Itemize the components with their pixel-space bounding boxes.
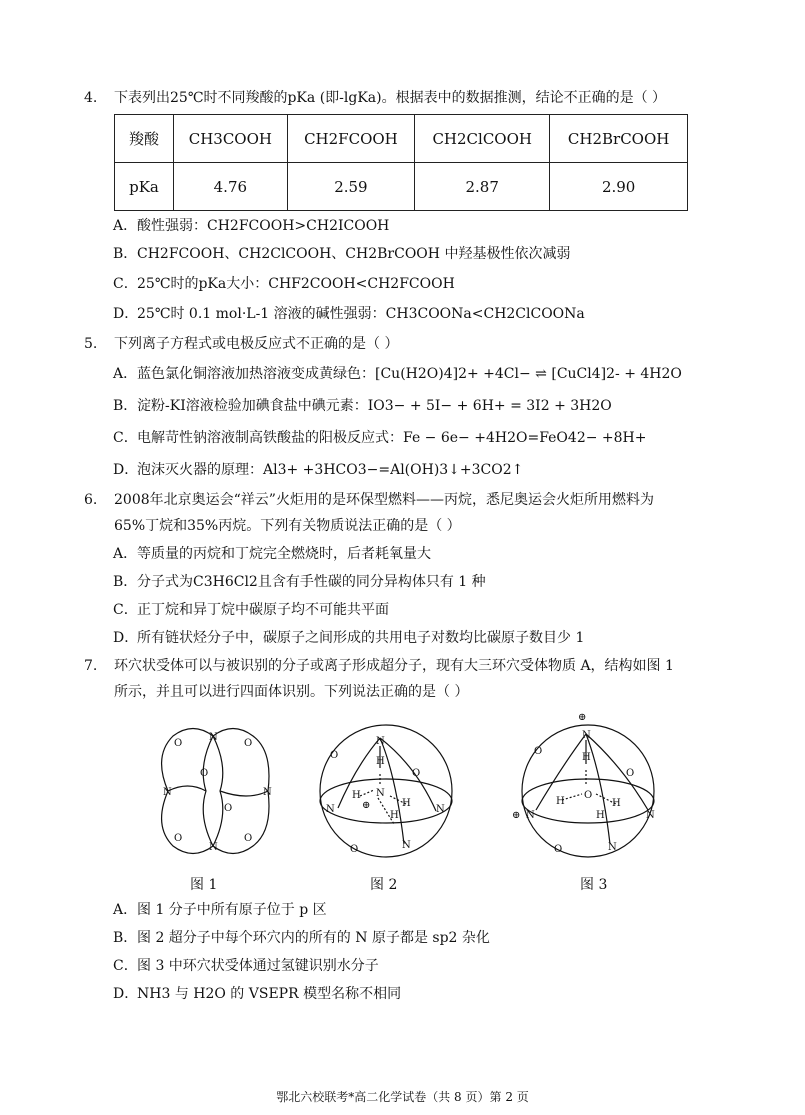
option-text: 正丁烷和异丁烷中碳原子均不可能共平面 <box>137 602 389 618</box>
figure-1-cryptand <box>148 716 288 866</box>
atom-h: H <box>376 756 385 767</box>
question-number: 5. <box>84 336 98 352</box>
atom-n: N <box>436 804 445 815</box>
option-label: B． <box>113 398 138 414</box>
atom-o: O <box>534 746 543 757</box>
option-label: D． <box>113 630 139 646</box>
option-label: A． <box>113 546 138 562</box>
option-text: 图 2 超分子中每个环穴内的所有的 N 原子都是 sp2 杂化 <box>137 930 490 946</box>
option-b[interactable] <box>113 396 733 416</box>
option-label: C． <box>113 430 138 446</box>
atom-o: O <box>174 833 183 844</box>
option-d[interactable] <box>113 628 733 648</box>
option-text: 酸性强弱：CH2FCOOH>CH2ICOOH <box>137 218 390 234</box>
option-d[interactable] <box>113 304 733 324</box>
atom-h: H <box>612 798 621 809</box>
charge-plus-icon: ⊕ <box>578 712 587 723</box>
atom-h: H <box>402 798 411 809</box>
atom-n: N <box>263 787 272 798</box>
atom-h: H <box>582 752 591 763</box>
option-text: 电解苛性钠溶液制高铁酸盐的阳极反应式：Fe − 6e− +4H2O=FeO42− +8H+ <box>137 430 647 446</box>
charge-plus-icon: ⊕ <box>512 810 521 821</box>
option-label: B． <box>113 930 138 946</box>
atom-o: O <box>244 738 253 749</box>
table-cell: 羧酸 <box>115 115 174 163</box>
atom-o: O <box>200 768 209 779</box>
atom-h: H <box>352 790 361 801</box>
atom-h: H <box>390 810 399 821</box>
option-b[interactable] <box>113 572 733 592</box>
option-label: A． <box>113 366 138 382</box>
figure-2-caption: 图 2 <box>370 877 398 893</box>
option-label: A． <box>113 218 138 234</box>
option-c[interactable] <box>113 956 733 976</box>
option-label: C． <box>113 602 138 618</box>
option-b[interactable] <box>113 928 733 948</box>
table-cell: CH2BrCOOH <box>550 115 688 163</box>
option-text: 图 1 分子中所有原子位于 p 区 <box>137 902 327 918</box>
figure-2-supramolecule <box>316 716 466 866</box>
table-header-row <box>115 115 688 163</box>
figure-1-caption: 图 1 <box>190 877 218 893</box>
question-stem: 环穴状受体可以与被识别的分子或离子形成超分子，现有大三环穴受体物质 A，结构如图 1 <box>114 658 674 674</box>
question-number: 4. <box>84 90 98 106</box>
atom-n: N <box>326 804 335 815</box>
atom-o: O <box>330 750 339 761</box>
option-label: A． <box>113 902 138 918</box>
question-stem: 下表列出25℃时不同羧酸的pKa (即-lgKa)。根据表中的数据推测，结论不正确的是（ ） <box>114 90 667 106</box>
atom-o: O <box>174 738 183 749</box>
atom-n: N <box>209 732 218 743</box>
table-cell: pKa <box>115 163 174 211</box>
option-c[interactable] <box>113 600 733 620</box>
option-b[interactable] <box>113 244 733 264</box>
question-7-stem-line2: 所示，并且可以进行四面体识别。下列说法正确的是（ ） <box>114 684 469 700</box>
atom-o: O <box>350 844 359 855</box>
charge-plus-icon: ⊕ <box>362 800 371 811</box>
option-text: NH3 与 H2O 的 VSEPR 模型名称不相同 <box>137 986 402 1002</box>
option-text: 所有链状烃分子中，碳原子之间形成的共用电子对数均比碳原子数目少 1 <box>137 630 585 646</box>
table-cell: 2.59 <box>287 163 414 211</box>
table-cell: CH3COOH <box>174 115 288 163</box>
option-label: C． <box>113 276 138 292</box>
option-text: 25℃时的pKa大小：CHF2COOH<CH2FCOOH <box>137 276 455 292</box>
table-cell: CH2ClCOOH <box>415 115 550 163</box>
question-number: 7. <box>84 658 98 674</box>
pka-table <box>114 114 688 211</box>
table-cell: 4.76 <box>174 163 288 211</box>
atom-n: N <box>608 842 617 853</box>
atom-n: N <box>402 840 411 851</box>
figure-3-caption: 图 3 <box>580 877 608 893</box>
atom-n: N <box>646 810 655 821</box>
option-text: 淀粉-KI溶液检验加碘食盐中碘元素：IO3− + 5I− + 6H+ = 3I2 + 3H2O <box>137 398 612 414</box>
option-a[interactable] <box>113 364 733 384</box>
atom-n: N <box>526 810 535 821</box>
atom-n: N <box>209 842 218 853</box>
question-stem: 下列离子方程式或电极反应式不正确的是（ ） <box>114 336 399 352</box>
atom-o: O <box>244 833 253 844</box>
option-label: B． <box>113 246 138 262</box>
atom-n: N <box>582 730 591 741</box>
option-text: 等质量的丙烷和丁烷完全燃烧时，后者耗氧量大 <box>137 546 431 562</box>
option-d[interactable] <box>113 984 733 1004</box>
option-d[interactable] <box>113 460 733 480</box>
atom-h: H <box>596 810 605 821</box>
option-c[interactable] <box>113 274 733 294</box>
option-a[interactable] <box>113 216 733 236</box>
option-label: C． <box>113 958 138 974</box>
option-label: D． <box>113 306 139 322</box>
atom-h: H <box>556 796 565 807</box>
option-text: 图 3 中环穴状受体通过氢键识别水分子 <box>137 958 379 974</box>
option-text: 25℃时 0.1 mol·L-1 溶液的碱性强弱：CH3COONa<CH2ClCOONa <box>137 306 585 322</box>
atom-o: O <box>224 803 233 814</box>
table-cell: 2.90 <box>550 163 688 211</box>
atom-o-water: O <box>584 790 593 801</box>
atom-n: N <box>163 787 172 798</box>
atom-o: O <box>626 768 635 779</box>
question-6-stem-line2: 65%丁烷和35%丙烷。下列有关物质说法正确的是（ ） <box>114 518 461 534</box>
question-number: 6. <box>84 492 98 508</box>
table-cell: CH2FCOOH <box>287 115 414 163</box>
option-a[interactable] <box>113 544 733 564</box>
option-a[interactable] <box>113 900 733 920</box>
atom-o: O <box>554 844 563 855</box>
option-text: 蓝色氯化铜溶液加热溶液变成黄绿色：[Cu(H2O)4]2+ +4Cl− ⇌ [CuCl4]2- + 4H2O <box>137 366 682 382</box>
atom-n-central: N <box>376 788 385 799</box>
option-text: 分子式为C3H6Cl2且含有手性碳的同分异构体只有 1 种 <box>137 574 486 590</box>
question-stem: 2008年北京奥运会“祥云”火炬用的是环保型燃料——丙烷，悉尼奥运会火炬所用燃料为 <box>114 492 654 508</box>
option-text: CH2FCOOH、CH2ClCOOH、CH2BrCOOH 中羟基极性依次减弱 <box>137 246 571 262</box>
figure-3-water-recognition <box>512 706 662 866</box>
option-label: B． <box>113 574 138 590</box>
table-cell: 2.87 <box>415 163 550 211</box>
option-text: 泡沫灭火器的原理：Al3+ +3HCO3−=Al(OH)3↓+3CO2↑ <box>137 462 524 478</box>
page-footer: 鄂北六校联考*高二化学试卷（共 8 页）第 2 页 <box>276 1090 529 1104</box>
option-c[interactable] <box>113 428 733 448</box>
option-label: D． <box>113 462 139 478</box>
table-row <box>115 163 688 211</box>
option-label: D． <box>113 986 139 1002</box>
atom-o: O <box>412 768 421 779</box>
atom-n: N <box>376 736 385 747</box>
